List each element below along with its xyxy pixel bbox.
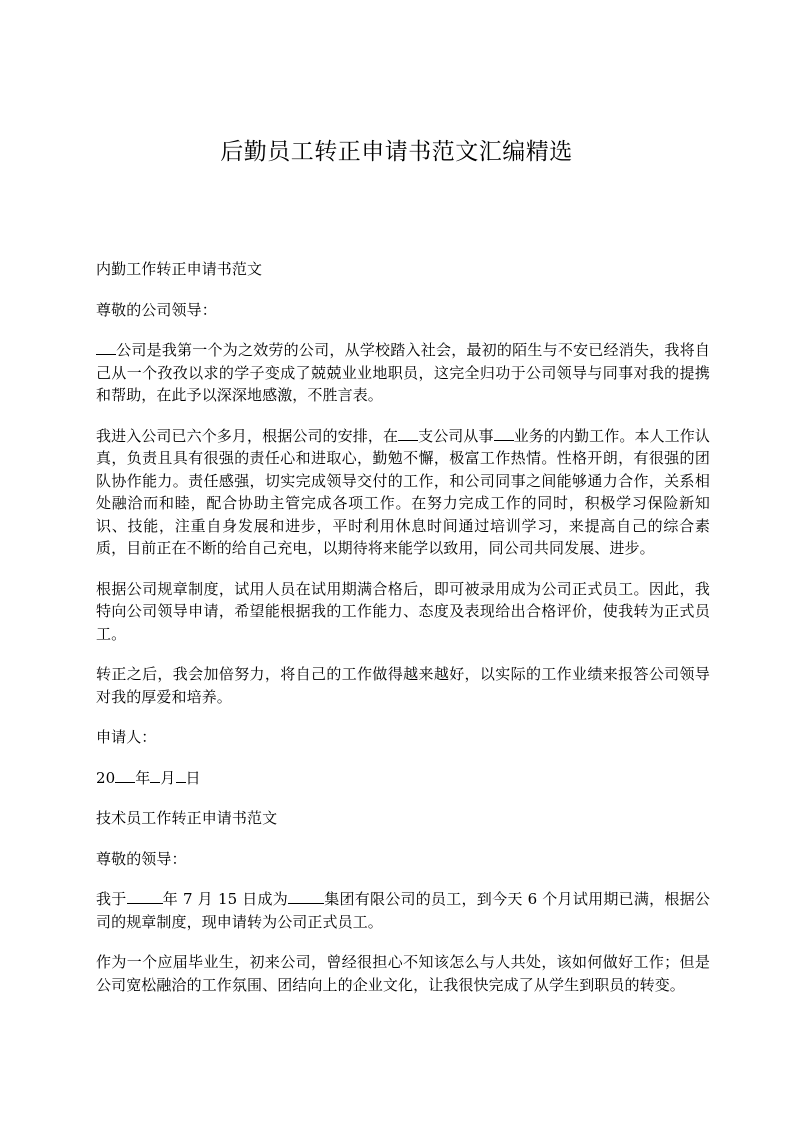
section2-p1-text-a: 我于 [96,890,127,908]
section1-paragraph-1 [96,339,710,407]
section2-paragraph-2: 作为一个应届毕业生，初来公司，曾经很担心不知该怎么与人共处，该如何做好工作；但是公司宽松融洽的工作氛围、团结向上的企业文化，让我很快完成了从学生到职员的转变。 [96,953,710,994]
fill-blank [115,767,135,783]
applicant-line: 申请人： [96,728,157,746]
date-line [96,767,710,790]
section1-paragraph-3: 根据公司规章制度，试用人员在试用期满合格后，即可被录用成为公司正式员工。因此，我特向公司领导申请，希望能根据我的工作能力、态度及表现给出合格评价，使我转为正式员工。 [96,579,710,643]
section1-salutation: 尊敬的公司领导： [96,300,217,319]
document-title: 后勤员工转正申请书范文汇编精选 [220,139,573,165]
date-year-label: 年 [135,768,151,787]
section2-p1-text-c: 集团有限公司的员工，到今天 6 个月试用期已满，根据公司的规章制度，现申请转为公司正式员工。 [96,890,710,931]
section2-paragraph-1 [96,888,710,933]
document-body [96,258,710,1014]
section1-p2-text-a: 我进入公司已六个多月，根据公司的安排，在 [96,426,399,445]
date-day-label: 日 [185,768,201,787]
fill-blank [398,425,418,441]
fill-blank [176,767,186,783]
section1-p2-text-c: 业务的内勤工作。本人工作认真，负责且具有很强的责任心和进取心，勤勉不懈，极富工作热情。性格开朗，有很强的团队协作能力。责任感强，切实完成领导交付的工作，和公司同事之间能够通力合作，关系相处融洽而和睦，配合协助主管完成各项工作。在努力完成工作的同时，积极学习保险新知识、技能，注重自身发展和进步，平时利用休息时间通过培训学习，来提高自己的综合素质，目前正在不断的给自己充电，以期待将来能学以致用，同公司共同发展、进步。 [96,426,710,557]
section2-p1-text-b: 年 7 月 15 日成为 [162,890,289,908]
section2-salutation: 尊敬的领导： [96,849,187,868]
section1-paragraph-4: 转正之后，我会加倍努力，将自己的工作做得越来越好，以实际的工作业绩来报答公司领导对我的厚爱和培养。 [96,665,710,706]
fill-blank [96,339,116,355]
date-month-label: 月 [160,768,176,787]
fill-blank [494,425,514,441]
fill-blank [288,888,324,904]
section1-p2-text-b: 支公司从事 [418,426,494,445]
date-year-prefix: 20 [96,768,116,787]
section2-heading: 技术员工作转正申请书范文 [96,809,278,827]
section1-paragraph-2 [96,425,710,560]
section1-heading: 内勤工作转正申请书范文 [96,260,263,278]
fill-blank [150,767,160,783]
fill-blank [127,888,163,904]
section1-p1-text: 公司是我第一个为之效劳的公司，从学校踏入社会，最初的陌生与不安已经消失，我将自己从一个孜孜以求的学子变成了兢兢业业地职员，这完全归功于公司领导与同事对我的提携和帮助，在此予以深深地感激，不胜言表。 [96,341,710,404]
